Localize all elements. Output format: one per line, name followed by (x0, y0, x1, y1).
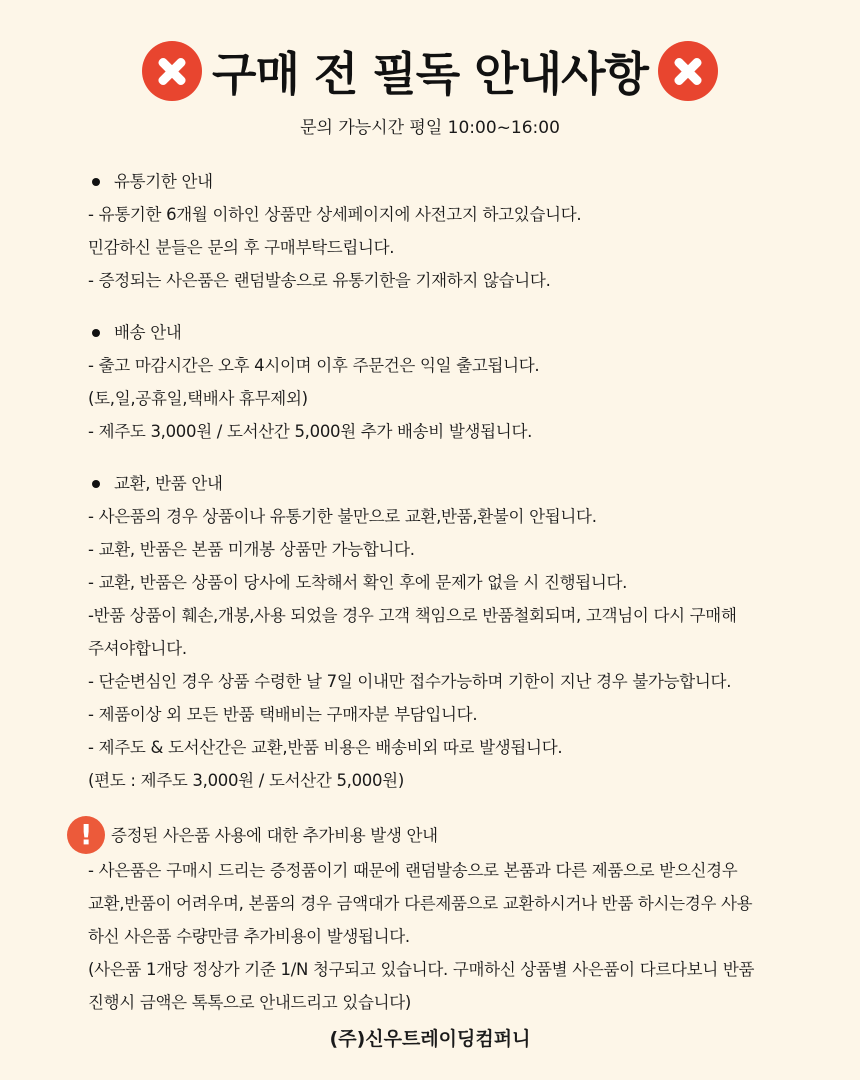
section-heading-text: 배송 안내 (114, 323, 182, 342)
notice-line: - 단순변심인 경우 상품 수령한 날 7일 이내만 접수가능하며 기한이 지난 경우 불가능합니다. (88, 672, 732, 691)
section-heading (88, 467, 828, 500)
notice-line: - 교환, 반품은 상품이 당사에 도착해서 확인 후에 문제가 없을 시 진행됩니다. (88, 573, 628, 592)
section-heading-text: 유통기한 안내 (114, 172, 213, 191)
exclamation-icon: ! (67, 816, 105, 854)
company-name: (주)신우트레이딩컴퍼니 (329, 1028, 531, 1050)
section-heading (88, 165, 828, 198)
section-heading-text: 교환, 반품 안내 (114, 474, 223, 493)
notice-line: - 교환, 반품은 본품 미개봉 상품만 가능합니다. (88, 540, 415, 559)
bullet-icon (92, 178, 100, 186)
notice-line: 주셔야합니다. (88, 639, 187, 658)
notice-content (79, 165, 828, 1019)
notice-line: (편도 : 제주도 3,000원 / 도서산간 5,000원) (88, 771, 404, 790)
page-title: 구매 전 필독 안내사항 (212, 47, 648, 101)
notice-line: (사은품 1개당 정상가 기준 1/N 청구되고 있습니다. 구매하신 상품별 사은품이 다르다보니 반품 (88, 960, 755, 979)
title-row (0, 36, 860, 106)
notice-line: -반품 상품이 훼손,개봉,사용 되었을 경우 고객 책임으로 반품철회되며, 고객님이 다시 구매해 (88, 606, 737, 625)
bullet-icon (92, 480, 100, 488)
notice-line: - 제품이상 외 모든 반품 택배비는 구매자분 부담입니다. (88, 705, 478, 724)
section-heading (67, 816, 828, 854)
notice-line: 진행시 금액은 톡톡으로 안내드리고 있습니다) (88, 993, 412, 1012)
inquiry-hours: 문의 가능시간 평일 10:00~16:00 (300, 118, 560, 138)
notice-line: - 제주도 & 도서산간은 교환,반품 비용은 배송비외 따로 발생됩니다. (88, 738, 563, 757)
section-heading (88, 316, 828, 349)
close-x-icon (142, 41, 202, 101)
notice-line: (토,일,공휴일,택배사 휴무제외) (88, 389, 308, 408)
section-heading-text: 증정된 사은품 사용에 대한 추가비용 발생 안내 (111, 825, 438, 845)
notice-line: 교환,반품이 어려우며, 본품의 경우 금액대가 다른제품으로 교환하시거나 반품 하시는경우 사용 (88, 894, 753, 913)
notice-line: 하신 사은품 수량만큼 추가비용이 발생됩니다. (88, 927, 410, 946)
close-x-icon (658, 41, 718, 101)
notice-line: - 사은품은 구매시 드리는 증정품이기 때문에 랜덤발송으로 본품과 다른 제품으로 받으신경우 (88, 861, 738, 880)
notice-line: - 출고 마감시간은 오후 4시이며 이후 주문건은 익일 출고됩니다. (88, 356, 540, 375)
notice-line: - 증정되는 사은품은 랜덤발송으로 유통기한을 기재하지 않습니다. (88, 271, 551, 290)
notice-line: 민감하신 분들은 문의 후 구매부탁드립니다. (88, 238, 395, 257)
notice-line: - 유통기한 6개월 이하인 상품만 상세페이지에 사전고지 하고있습니다. (88, 205, 582, 224)
bullet-icon (92, 329, 100, 337)
notice-line: - 제주도 3,000원 / 도서산간 5,000원 추가 배송비 발생됩니다. (88, 422, 533, 441)
notice-line: - 사은품의 경우 상품이나 유통기한 불만으로 교환,반품,환불이 안됩니다. (88, 507, 597, 526)
